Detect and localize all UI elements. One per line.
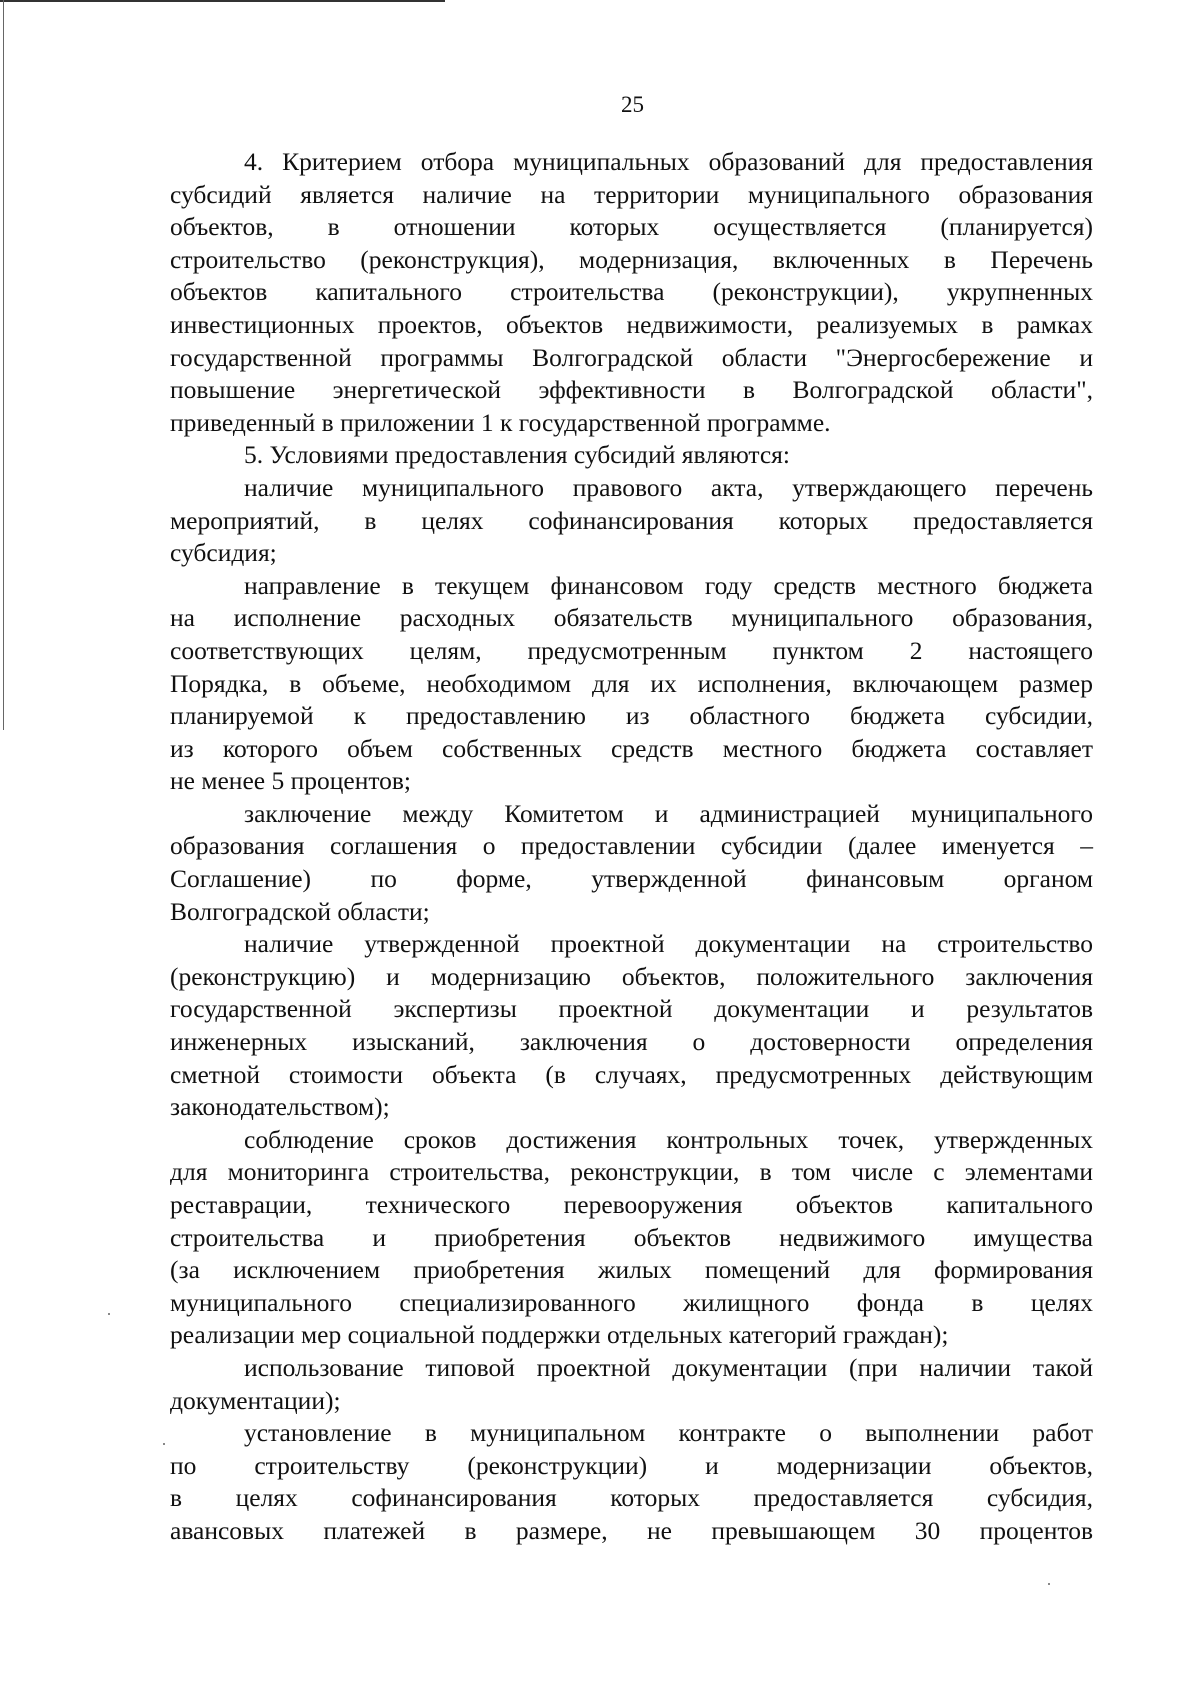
scan-speck	[163, 1443, 165, 1445]
text-line: в целях софинансирования которых предоставляется субсидия,	[170, 1483, 1093, 1513]
text-line: заключение между Комитетом и администрацией муниципального	[244, 798, 1093, 828]
text-line: (за исключением приобретения жилых помещений для формирования	[170, 1255, 1093, 1285]
text-line: соблюдение сроков достижения контрольных точек, утвержденных	[244, 1124, 1093, 1154]
paragraph	[170, 928, 1093, 1124]
text-line: направление в текущем финансовом году средств местного бюджета	[244, 570, 1093, 600]
paragraph	[170, 146, 1093, 439]
text-line: установление в муниципальном контракте о выполнении работ	[244, 1418, 1093, 1448]
text-line: Волгоградской области;	[170, 896, 430, 926]
text-line: 5. Условиями предоставления субсидий являются:	[244, 440, 790, 470]
scan-speck	[1048, 1583, 1050, 1585]
paragraph	[170, 570, 1093, 798]
text-line: государственной экспертизы проектной документации и результатов	[170, 994, 1093, 1024]
paragraph	[170, 439, 1093, 472]
scan-speck	[108, 1313, 110, 1315]
text-line: на исполнение расходных обязательств муниципального образования,	[170, 603, 1093, 633]
text-line: из которого объем собственных средств местного бюджета составляет	[170, 733, 1093, 763]
text-line: мероприятий, в целях софинансирования которых предоставляется	[170, 505, 1093, 535]
text-line: субсидия;	[170, 538, 277, 568]
text-line: объектов, в отношении которых осуществляется (планируется)	[170, 212, 1093, 242]
text-line: образования соглашения о предоставлении субсидии (далее именуется –	[170, 831, 1093, 861]
text-line: не менее 5 процентов;	[170, 766, 412, 796]
text-line: субсидий является наличие на территории муниципального образования	[170, 179, 1093, 209]
text-line: сметной стоимости объекта (в случаях, предусмотренных действующим	[170, 1059, 1093, 1089]
paragraph	[170, 1124, 1093, 1352]
text-line: реставрации, технического перевооружения объектов капитального	[170, 1190, 1093, 1219]
text-line: объектов капитального строительства (реконструкции), укрупненных	[170, 277, 1093, 307]
text-line: (реконструкцию) и модернизацию объектов, положительного заключения	[170, 961, 1093, 991]
paragraph	[170, 1417, 1093, 1547]
text-line: документации);	[170, 1385, 341, 1415]
text-line: строительство (реконструкция), модернизация, включенных в Перечень	[170, 244, 1093, 274]
text-line: наличие муниципального правового акта, утверждающего перечень	[244, 472, 1093, 502]
text-line: авансовых платежей в размере, не превышающем 30 процентов	[170, 1515, 1093, 1545]
paragraph	[170, 472, 1093, 570]
text-line: реализации мер социальной поддержки отдельных категорий граждан);	[170, 1320, 949, 1350]
text-line: государственной программы Волгоградской области "Энергосбережение и	[170, 342, 1093, 372]
text-line: муниципального специализированного жилищного фонда в целях	[170, 1287, 1093, 1317]
text-line: по строительству (реконструкции) и модернизации объектов,	[170, 1450, 1093, 1480]
text-line: Порядка, в объеме, необходимом для их исполнения, включающем размер	[170, 668, 1093, 698]
page-number: 25	[621, 92, 644, 117]
text-line: законодательством);	[170, 1092, 390, 1122]
text-line: строительства и приобретения объектов недвижимого имущества	[170, 1222, 1093, 1252]
paragraph	[170, 1352, 1093, 1417]
paragraph	[170, 798, 1093, 928]
text-line: для мониторинга строительства, реконструкции, в том числе с элементами	[170, 1157, 1093, 1187]
scan-edge-top	[0, 0, 445, 2]
text-line: инженерных изысканий, заключения о достоверности определения	[170, 1027, 1093, 1057]
text-line: 4. Критерием отбора муниципальных образований для предоставления	[244, 147, 1093, 176]
text-line: повышение энергетической эффективности в Волгоградской области",	[170, 375, 1093, 405]
document-body	[170, 146, 1093, 1548]
text-line: использование типовой проектной документации (при наличии такой	[244, 1352, 1093, 1382]
text-line: инвестиционных проектов, объектов недвижимости, реализуемых в рамках	[170, 309, 1093, 339]
text-line: планируемой к предоставлению из областного бюджета субсидии,	[170, 701, 1093, 731]
text-line: Соглашение) по форме, утвержденной финансовым органом	[170, 864, 1093, 894]
text-line: соответствующих целям, предусмотренным пунктом 2 настоящего	[170, 635, 1093, 665]
text-line: наличие утвержденной проектной документации на строительство	[244, 929, 1093, 959]
text-line: приведенный в приложении 1 к государственной программе.	[170, 407, 831, 437]
